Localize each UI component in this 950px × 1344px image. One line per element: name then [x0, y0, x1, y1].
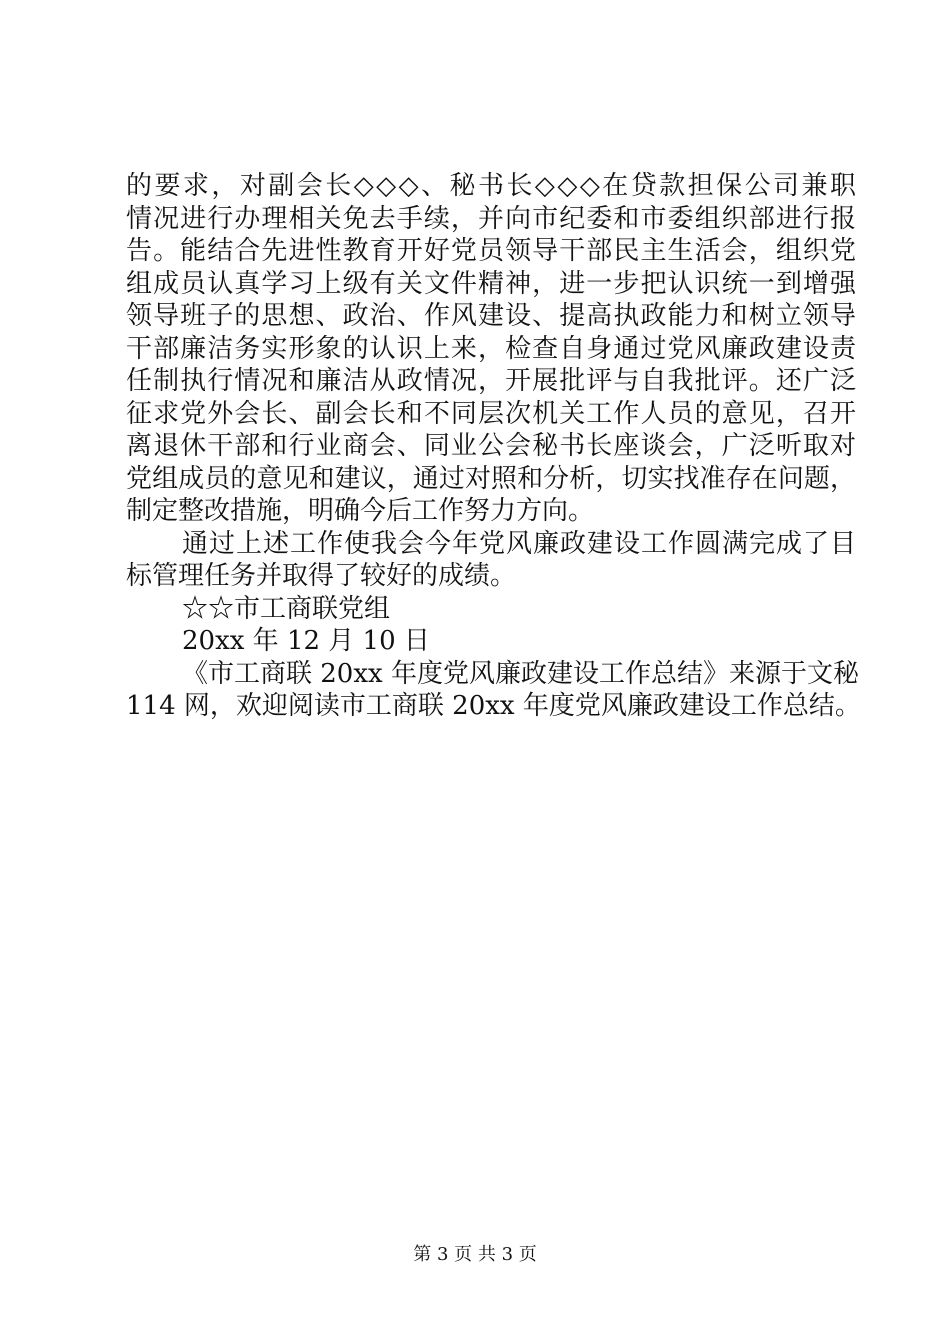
text-line: 任制执行情况和廉洁从政情况，开展批评与自我批评。还广泛 — [126, 366, 856, 396]
text-line: 党组成员的意见和建议，通过对照和分析，切实找准存在问题， — [126, 463, 856, 494]
text-line: 制定整改措施，明确今后工作努力方向。 — [126, 496, 595, 526]
text-line: 情况进行办理相关免去手续，并向市纪委和市委组织部进行报 — [126, 203, 856, 234]
signature: ☆☆市工商联党组 — [182, 593, 391, 624]
paragraph-2 — [126, 528, 856, 593]
date-line: 20xx 年 12 月 10 日 — [182, 626, 430, 656]
text-line: 通过上述工作使我会今年党风廉政建设工作圆满完成了目 — [182, 528, 856, 559]
text-line: 《市工商联 20xx 年度党风廉政建设工作总结》来源于文秘 — [182, 658, 859, 689]
text-line: 的要求，对副会长◇◇◇、秘书长◇◇◇在贷款担保公司兼职 — [126, 171, 856, 201]
text-line: 114 网，欢迎阅读市工商联 20xx 年度党风廉政建设工作总结。 — [126, 691, 861, 721]
text-line: 离退休干部和行业商会、同业公会秘书长座谈会，广泛听取对 — [126, 431, 856, 461]
paragraph-1 — [126, 170, 856, 528]
document-body — [126, 170, 861, 723]
text-line: 标管理任务并取得了较好的成绩。 — [126, 561, 517, 591]
text-line: 征求党外会长、副会长和不同层次机关工作人员的意见，召开 — [126, 398, 856, 429]
text-line: 领导班子的思想、政治、作风建设、提高执政能力和树立领导 — [126, 301, 856, 331]
text-line: 组成员认真学习上级有关文件精神，进一步把认识统一到增强 — [126, 268, 856, 299]
text-line: 干部廉洁务实形象的认识上来，检查自身通过党风廉政建设责 — [126, 333, 856, 364]
source-note — [126, 658, 861, 723]
text-line: 告。能结合先进性教育开好党员领导干部民主生活会，组织党 — [126, 236, 856, 266]
page-number: 第 3 页 共 3 页 — [413, 1244, 537, 1265]
